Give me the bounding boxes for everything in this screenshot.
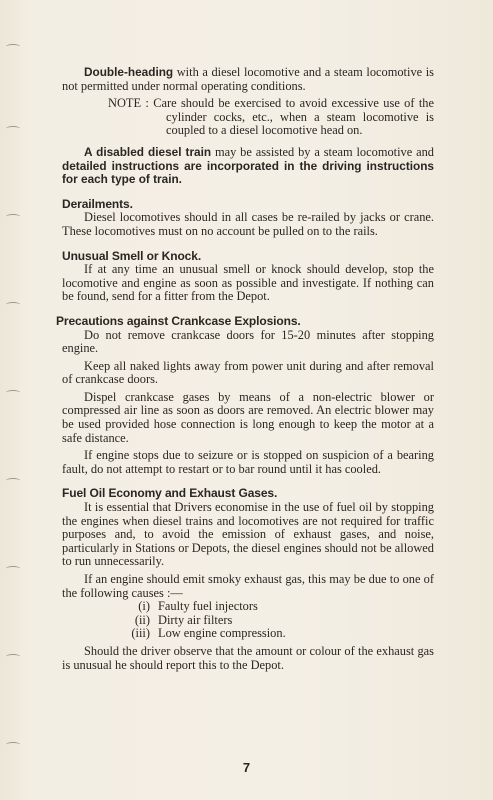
section-heading-crankcase: Precautions against Crankcase Explosions. <box>56 313 301 328</box>
page-number: 7 <box>242 760 251 775</box>
crankcase-paragraph: Do not remove crankcase doors for 15-20 minutes after stopping engine. <box>62 327 434 356</box>
fuel-paragraph: It is essential that Drivers economise in the use of fuel oil by stopping the engines when diesel trains and locomotives are not required for traffic purposes and, to avoid the emission of exhaust gases, and noise, particularly in Stations or Depots, the diesel engines should not be allowed to run unnecessarily. <box>62 500 434 569</box>
fuel-paragraph: Should the driver observe that the amount or colour of the exhaust gas is unusual he should report this to the Depot. <box>62 643 434 672</box>
crankcase-paragraph: If engine stops due to seizure or is stopped on suspicion of a bearing fault, do not attempt to restart or to bar round until it has cooled. <box>62 448 434 476</box>
list-item <box>120 600 434 614</box>
section-heading-fuel-oil: Fuel Oil Economy and Exhaust Gases. <box>62 486 278 501</box>
binding-hole-mark <box>6 214 20 219</box>
unusual-smell-text: If at any time an unusual smell or knock should develop, stop the locomotive and engine as soon as possible and investigate. If nothing can be found, send for a fitter from the Depot. <box>62 262 434 304</box>
list-item <box>120 614 434 628</box>
binding-hole-mark <box>6 302 20 307</box>
note-paragraph <box>108 97 434 138</box>
section-heading-derailments: Derailments. <box>62 196 133 211</box>
note-text: Care should be exercised to avoid excessive use of the cylinder cocks, etc., when a steam locomotive is coupled to a diesel locomotive head on. <box>153 96 434 138</box>
list-item-text: Faulty fuel injectors <box>158 599 258 614</box>
binding-hole-mark <box>6 44 20 49</box>
page-body <box>56 65 434 672</box>
binding-hole-mark <box>6 126 20 131</box>
list-item-text: Low engine compression. <box>158 626 286 641</box>
detailed-instructions-text: detailed instructions are incorporated in the driving instructions for each type of train. <box>62 158 434 187</box>
crankcase-paragraph: Keep all naked lights away from power unit during and after removal of crankcase doors. <box>62 358 434 387</box>
disabled-train-term: A disabled diesel train <box>84 144 212 159</box>
list-item-text: Dirty air filters <box>158 612 233 627</box>
crankcase-paragraph: Dispel crankcase gases by means of a non-electric blower or compressed air line as soon as doors are removed. An electric blower may be used provided hose connection is long enough to keep the motor at a safe distance. <box>62 389 434 445</box>
list-item-number: (iii) <box>131 626 150 641</box>
binding-hole-mark <box>6 478 20 483</box>
double-heading-term: Double-heading <box>84 65 174 79</box>
section-heading-unusual-smell: Unusual Smell or Knock. <box>62 248 202 263</box>
binding-hole-mark <box>6 566 20 571</box>
disabled-train-paragraph <box>62 146 434 187</box>
disabled-train-text: may be assisted by a steam locomotive and <box>211 144 434 159</box>
causes-list <box>120 600 434 641</box>
list-item-number: (ii) <box>134 612 150 627</box>
double-heading-text: with a diesel locomotive and a steam locomotive is not permitted under normal operating conditions. <box>62 65 434 93</box>
double-heading-paragraph <box>62 66 434 93</box>
list-item <box>120 627 434 641</box>
list-item-number: (i) <box>138 599 150 614</box>
derailments-text: Diesel locomotives should in all cases be re-railed by jacks or crane. These locomotives must on no account be pulled on to the rails. <box>62 210 434 238</box>
binding-hole-mark <box>6 654 20 659</box>
binding-hole-mark <box>6 742 20 747</box>
note-label: NOTE : <box>108 96 154 111</box>
binding-hole-mark <box>6 390 20 395</box>
fuel-paragraph: If an engine should emit smoky exhaust gas, this may be due to one of the following causes :— <box>62 572 434 600</box>
